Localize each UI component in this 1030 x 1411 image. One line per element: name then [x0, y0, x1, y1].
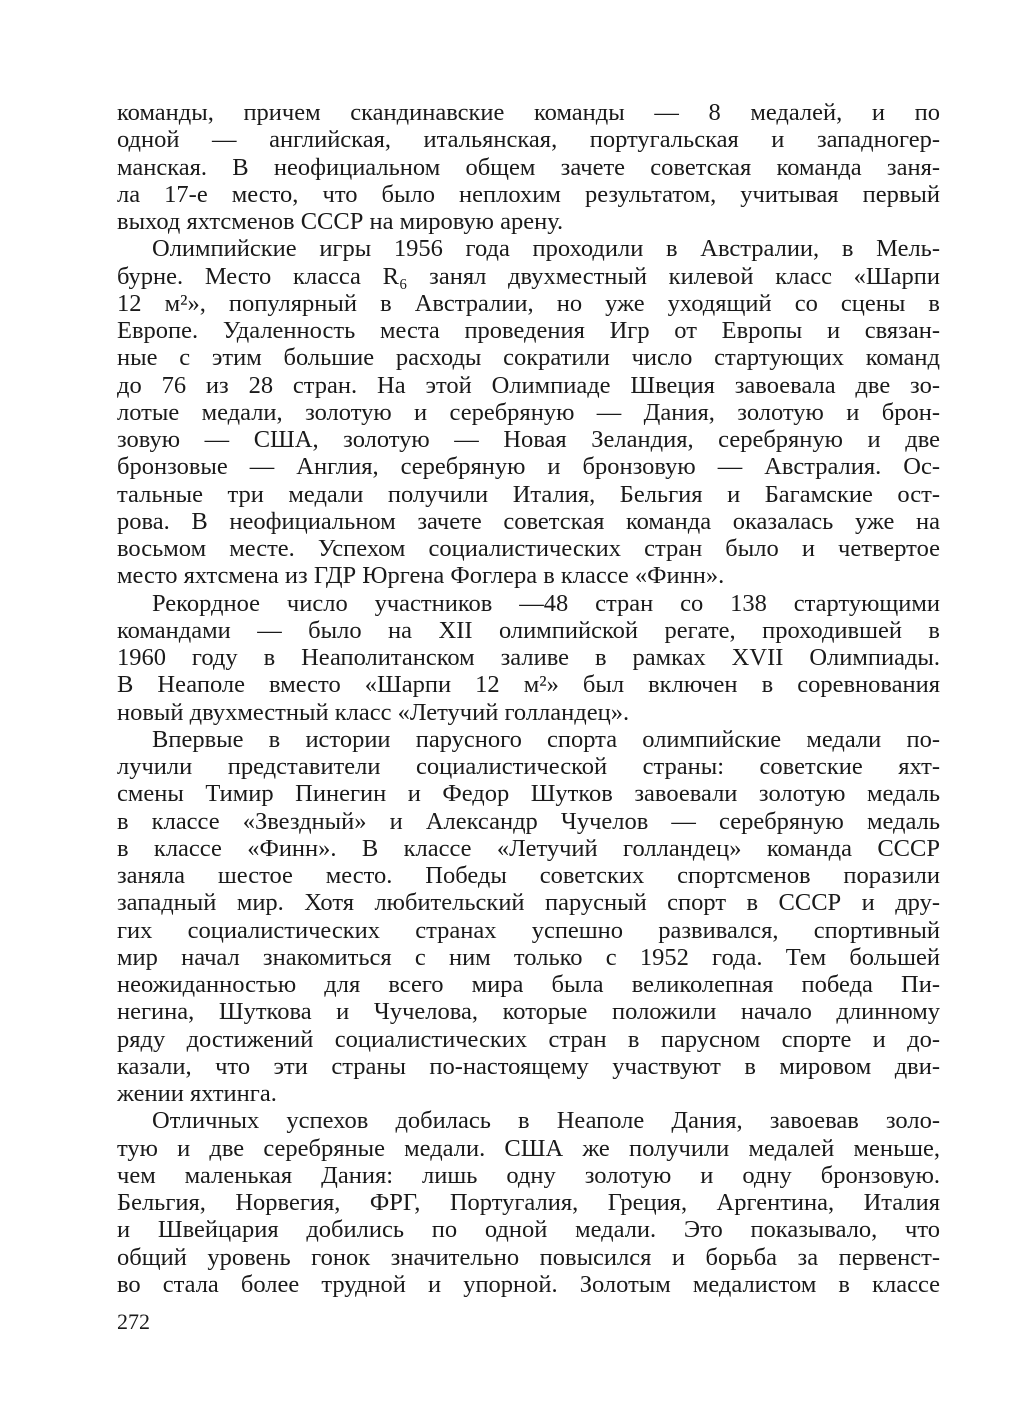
text-line: лотые медали, золотую и серебряную — Дания, золотую и брон- [117, 398, 940, 426]
text-line: Бельгия, Норвегия, ФРГ, Португалия, Греция, Аргентина, Италия [117, 1189, 940, 1216]
text-line: Рекордное число участников —48 стран со 138 стартующими [152, 589, 940, 617]
text-line: заняла шестое место. Победы советских спортсменов поразили [117, 862, 940, 889]
page-number: 272 [117, 1309, 150, 1334]
text-line: смены Тимир Пинегин и Федор Шутков завоевали золотую медаль [117, 780, 940, 808]
text-line: Олимпийские игры 1956 года проходили в Австралии, в Мель- [152, 235, 940, 263]
text-line: негина, Шуткова и Чучелова, которые положили начало длинному [117, 998, 940, 1026]
text-line: чем маленькая Дания: лишь одну золотую и одну бронзовую. [117, 1161, 940, 1189]
text-line: новый двухместный класс «Летучий голландец». [117, 698, 630, 726]
text-line: в классе «Звездный» и Александр Чучелов — серебряную медаль [117, 807, 940, 835]
text-line: ные с этим большие расходы сократили число стартующих команд [117, 344, 940, 372]
text-line: командами — было на XII олимпийской регате, проходившей в [117, 616, 940, 644]
text-line: выход яхтсменов СССР на мировую арену. [117, 208, 564, 235]
text-line: команды, причем скандинавские команды — 8 медалей, и по [117, 99, 940, 126]
text-line: В Неаполе вместо «Шарпи 12 м²» был включен в соревнования [117, 671, 940, 699]
text-line: тальные три медали получили Италия, Бельгия и Багамские ост- [117, 480, 940, 508]
text-line: западный мир. Хотя любительский парусный спорт в СССР и дру- [117, 889, 940, 917]
text-line: Европе. Удаленность места проведения Игр от Европы и связан- [117, 317, 940, 344]
text-line: лучили представители социалистической страны: советские яхт- [117, 753, 940, 780]
text-line: бронзовые — Англия, серебряную и бронзовую — Австралия. Ос- [117, 453, 940, 481]
text-line: гих социалистических странах успешно развивался, спортивный [117, 916, 940, 944]
text-line: тую и две серебряные медали. США же получили медалей меньше, [117, 1134, 940, 1162]
text-line: жении яхтинга. [117, 1080, 277, 1107]
text-line: ряду достижений социалистических стран в парусном спорте и до- [117, 1025, 940, 1053]
paragraph [117, 590, 940, 726]
text-line: в классе «Финн». В классе «Летучий голландец» команда СССР [117, 834, 940, 862]
text-line: Впервые в истории парусного спорта олимпийские медали по- [152, 725, 940, 753]
paragraph [117, 235, 940, 589]
paragraph [117, 1107, 940, 1298]
text-line: манская. В неофициальном общем зачете советская команда заня- [117, 153, 940, 181]
text-line: одной — английская, итальянская, португальская и западногер- [117, 126, 940, 154]
body-text [117, 99, 940, 1298]
text-line: 1960 году в Неаполитанском заливе в рамках XVII Олимпиады. [117, 644, 940, 671]
text-line: Отличных успехов добилась в Неаполе Дания, завоевав золо- [152, 1107, 940, 1135]
text-line: общий уровень гонок значительно повысился и борьба за первенст- [117, 1243, 940, 1271]
text-line: ла 17-е место, что было неплохим результатом, учитывая первый [117, 180, 940, 208]
text-line: до 76 из 28 стран. На этой Олимпиаде Швеция завоевала две зо- [117, 371, 940, 399]
text-line: и Швейцария добились по одной медали. Это показывало, что [117, 1216, 940, 1244]
text-line: бурне. Место класса R₆ занял двухместный килевой класс «Шарпи [117, 262, 940, 290]
text-line: казали, что эти страны по-настоящему участвуют в мировом дви- [117, 1052, 940, 1080]
text-line: неожиданностью для всего мира была великолепная победа Пи- [117, 971, 940, 998]
text-line: восьмом месте. Успехом социалистических стран было и четвертое [117, 535, 940, 562]
text-line: во стала более трудной и упорной. Золотым медалистом в классе [117, 1270, 940, 1298]
text-line: место яхтсмена из ГДР Юргена Фоглера в классе «Финн». [117, 562, 725, 590]
text-line: рова. В неофициальном зачете советская команда оказалась уже на [117, 507, 940, 535]
paragraph [117, 99, 940, 235]
text-line: зовую — США, золотую — Новая Зеландия, серебряную и две [117, 426, 940, 453]
paragraph [117, 726, 940, 1108]
text-line: 12 м²», популярный в Австралии, но уже уходящий со сцены в [117, 289, 940, 317]
text-line: мир начал знакомиться с ним только с 1952 года. Тем большей [117, 943, 940, 971]
